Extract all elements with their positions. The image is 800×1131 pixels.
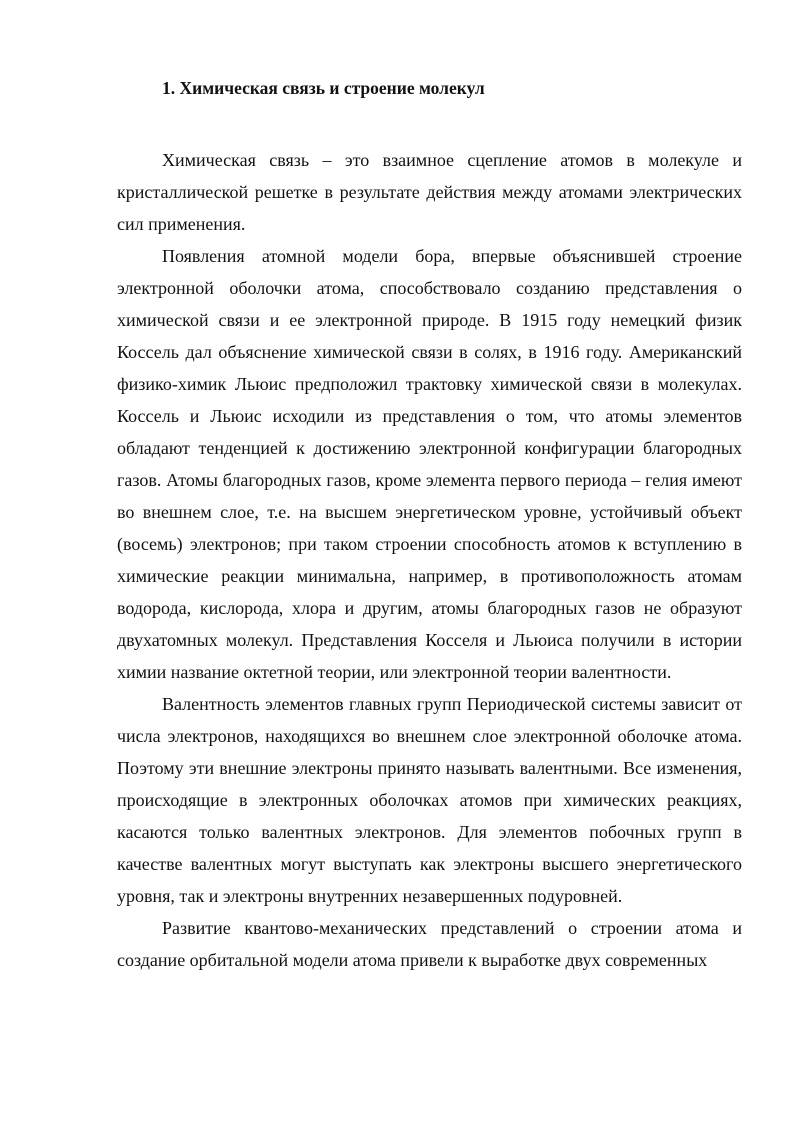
paragraph-history: Появления атомной модели бора, впервые объяснившей строение электронной оболочки атома, способствовало созданию представления о химической связи и ее электронной природе. В 1915 году немецкий физик Коссель дал объяснение химической связи в солях, в 1916 году. Американский физико-химик Льюис предположил трактовку химической связи в молекулах. Коссель и Льюис исходили из представления о том, что атомы элементов обладают тенденцией к достижению электронной конфигурации благородных газов. Атомы благородных газов, кроме элемента первого периода – гелия имеют во внешнем слое, т.е. на высшем энергетическом уровне, устойчивый объект (восемь) электронов; при таком строении способность атомов к вступлению в химические реакции минимальна, например, в противоположность атомам водорода, кислорода, хлора и другим, атомы благородных газов не образуют двухатомных молекул. Представления Косселя и Льюиса получили в истории химии название октетной теории, или электронной теории валентности.	[117, 246, 742, 682]
heading-spacer	[117, 101, 742, 144]
paragraph-quantum: Развитие квантово-механических представлений о строении атома и создание орбитальной модели атома привели к выработке двух современных	[117, 918, 742, 970]
paragraph-definition: Химическая связь – это взаимное сцепление атомов в молекуле и кристаллической решетке в результате действия между атомами электрических сил применения.	[117, 150, 742, 234]
paragraph-valence: Валентность элементов главных групп Периодической системы зависит от числа электронов, находящихся во внешнем слое электронной оболочке атома. Поэтому эти внешние электроны принято называть валентными. Все изменения, происходящие в электронных оболочках атомов при химических реакциях, касаются только валентных электронов. Для элементов побочных групп в качестве валентных могут выступать как электроны высшего энергетического уровня, так и электроны внутренних незавершенных подуровней.	[117, 694, 742, 906]
section-heading: 1. Химическая связь и строение молекул	[162, 78, 485, 98]
